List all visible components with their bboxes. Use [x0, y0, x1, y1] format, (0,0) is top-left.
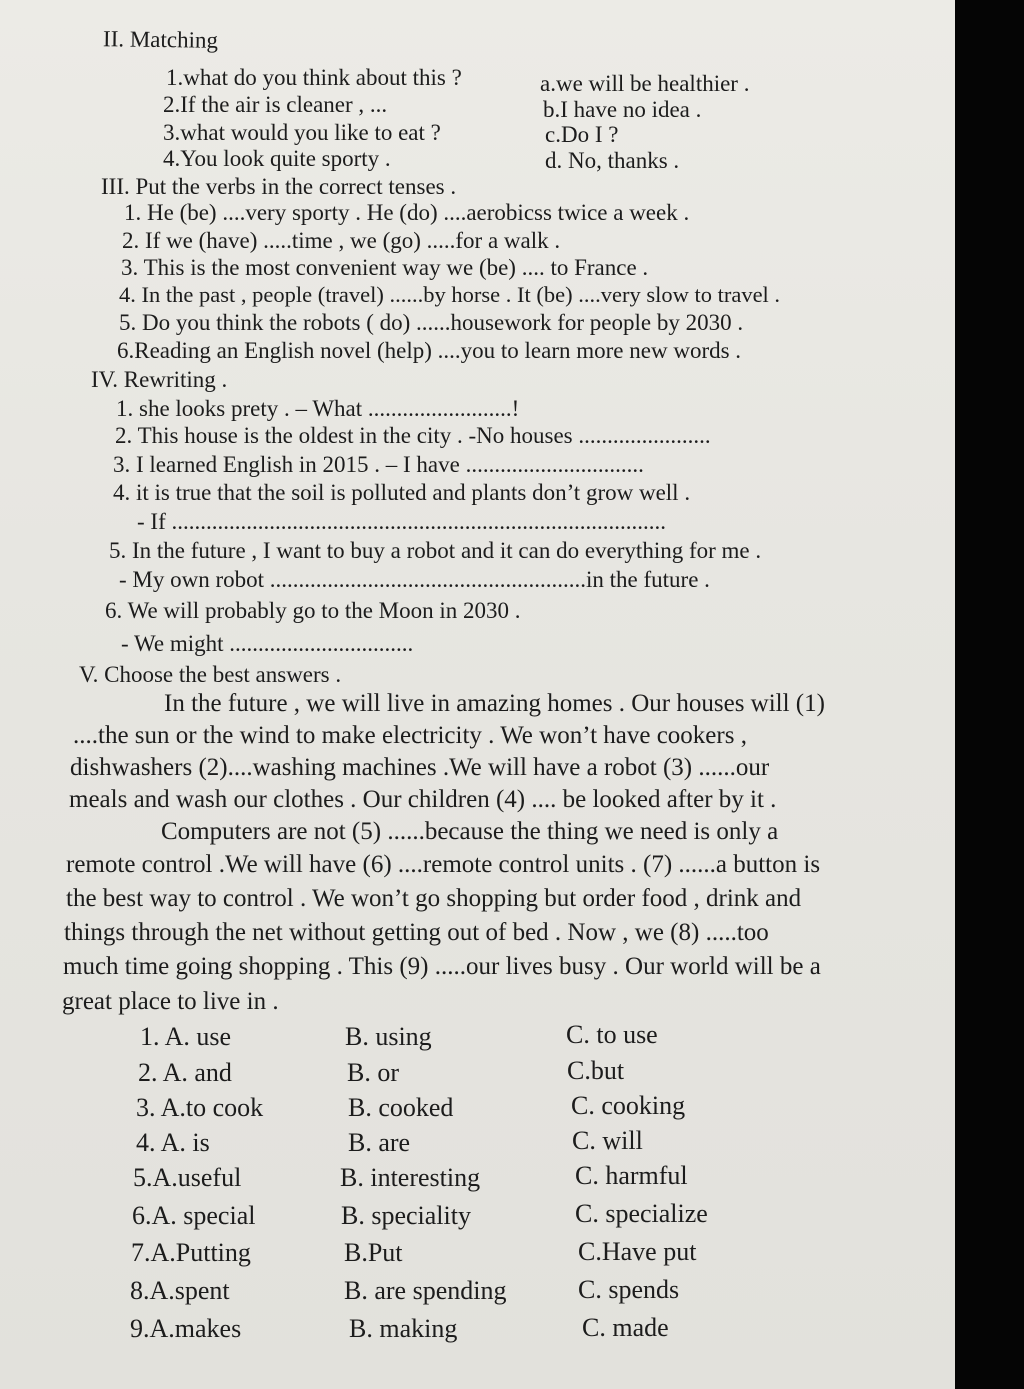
rewrite-item: 6. We will probably go to the Moon in 2030 . — [105, 598, 521, 623]
option-b: B. making — [349, 1314, 458, 1343]
option-c: C. harmful — [575, 1161, 688, 1190]
section-heading-rewriting: IV. Rewriting . — [91, 367, 228, 392]
rewrite-answer-line: - We might ................................ — [121, 631, 414, 656]
tense-item: 3. This is the most convenient way we (be) .... to France . — [121, 255, 649, 280]
option-b: B. are spending — [344, 1276, 507, 1305]
option-a: 5.A.useful — [133, 1163, 242, 1192]
tense-item: 5. Do you think the robots ( do) ......housework for people by 2030 . — [119, 310, 744, 335]
option-c: C. to use — [566, 1020, 658, 1049]
option-a: 7.A.Putting — [131, 1238, 251, 1267]
option-a: 1. A. use — [140, 1022, 231, 1051]
option-c: C. spends — [578, 1275, 680, 1304]
option-a: 6.A. special — [132, 1201, 256, 1230]
rewrite-item: 2. This house is the oldest in the city . -No houses ....................... — [115, 423, 711, 448]
option-b: B.Put — [344, 1238, 403, 1267]
section-heading-tenses: III. Put the verbs in the correct tenses . — [101, 174, 457, 199]
passage-line: In the future , we will live in amazing homes . Our houses will (1) — [164, 690, 825, 717]
option-a: 2. A. and — [138, 1058, 232, 1087]
option-c: C. cooking — [571, 1091, 686, 1120]
option-b: B. or — [347, 1058, 399, 1087]
option-b: B. speciality — [341, 1201, 471, 1230]
option-c: C. will — [572, 1126, 643, 1155]
tense-item: 4. In the past , people (travel) ......by horse . It (be) ....very slow to travel . — [119, 282, 781, 307]
rewrite-item: 4. it is true that the soil is polluted and plants don’t grow well . — [113, 480, 691, 505]
photo-dark-border — [955, 0, 1024, 1389]
rewrite-answer-line: - My own robot .......................................................in the future . — [119, 567, 710, 592]
option-c: C. specialize — [575, 1199, 708, 1228]
option-b: B. interesting — [340, 1163, 481, 1192]
option-b: B. are — [348, 1128, 411, 1157]
option-b: B. cooked — [348, 1093, 454, 1122]
tense-item: 6.Reading an English novel (help) ....you to learn more new words . — [117, 338, 742, 363]
passage-line: remote control .We will have (6) ....remote control units . (7) ......a button is — [66, 851, 821, 878]
passage-line: dishwashers (2)....washing machines .We will have a robot (3) ......our — [70, 754, 770, 781]
matching-answer: c.Do I ? — [545, 122, 619, 147]
option-a: 4. A. is — [136, 1128, 210, 1157]
matching-answer: d. No, thanks . — [545, 148, 680, 173]
section-heading-matching: II. Matching — [102, 26, 219, 53]
matching-answer: b.I have no idea . — [543, 97, 702, 122]
passage-line: Computers are not (5) ......because the thing we need is only a — [161, 818, 779, 845]
option-c: C.but — [567, 1056, 625, 1085]
option-c: C.Have put — [578, 1237, 697, 1266]
passage-line: ....the sun or the wind to make electricity . We won’t have cookers , — [73, 722, 747, 749]
matching-question: 2.If the air is cleaner , ... — [163, 92, 388, 117]
matching-question: 4.You look quite sporty . — [163, 146, 391, 171]
option-a: 9.A.makes — [130, 1314, 242, 1343]
section-heading-choose: V. Choose the best answers . — [79, 662, 342, 687]
option-a: 3. A.to cook — [136, 1093, 264, 1122]
matching-question: 1.what do you think about this ? — [166, 65, 462, 90]
rewrite-item: 5. In the future , I want to buy a robot and it can do everything for me . — [109, 538, 762, 563]
rewrite-item: 1. she looks prety . – What .........................! — [116, 396, 520, 421]
passage-line: meals and wash our clothes . Our children (4) .... be looked after by it . — [69, 786, 777, 813]
passage-line: things through the net without getting out of bed . Now , we (8) .....too — [64, 919, 769, 946]
passage-line: great place to live in . — [62, 988, 279, 1015]
rewrite-answer-line: - If ...................................................................................... — [137, 509, 666, 534]
passage-line: much time going shopping . This (9) .....our lives busy . Our world will be a — [63, 953, 821, 980]
matching-question: 3.what would you like to eat ? — [163, 120, 441, 145]
tense-item: 2. If we (have) .....time , we (go) .....for a walk . — [122, 228, 561, 253]
option-c: C. made — [582, 1313, 669, 1342]
matching-answer: a.we will be healthier . — [540, 71, 750, 96]
rewrite-item: 3. I learned English in 2015 . – I have ............................... — [113, 452, 644, 477]
tense-item: 1. He (be) ....very sporty . He (do) ....aerobicss twice a week . — [124, 200, 690, 225]
option-b: B. using — [345, 1022, 432, 1051]
option-a: 8.A.spent — [130, 1276, 230, 1305]
passage-line: the best way to control . We won’t go shopping but order food , drink and — [66, 885, 802, 912]
